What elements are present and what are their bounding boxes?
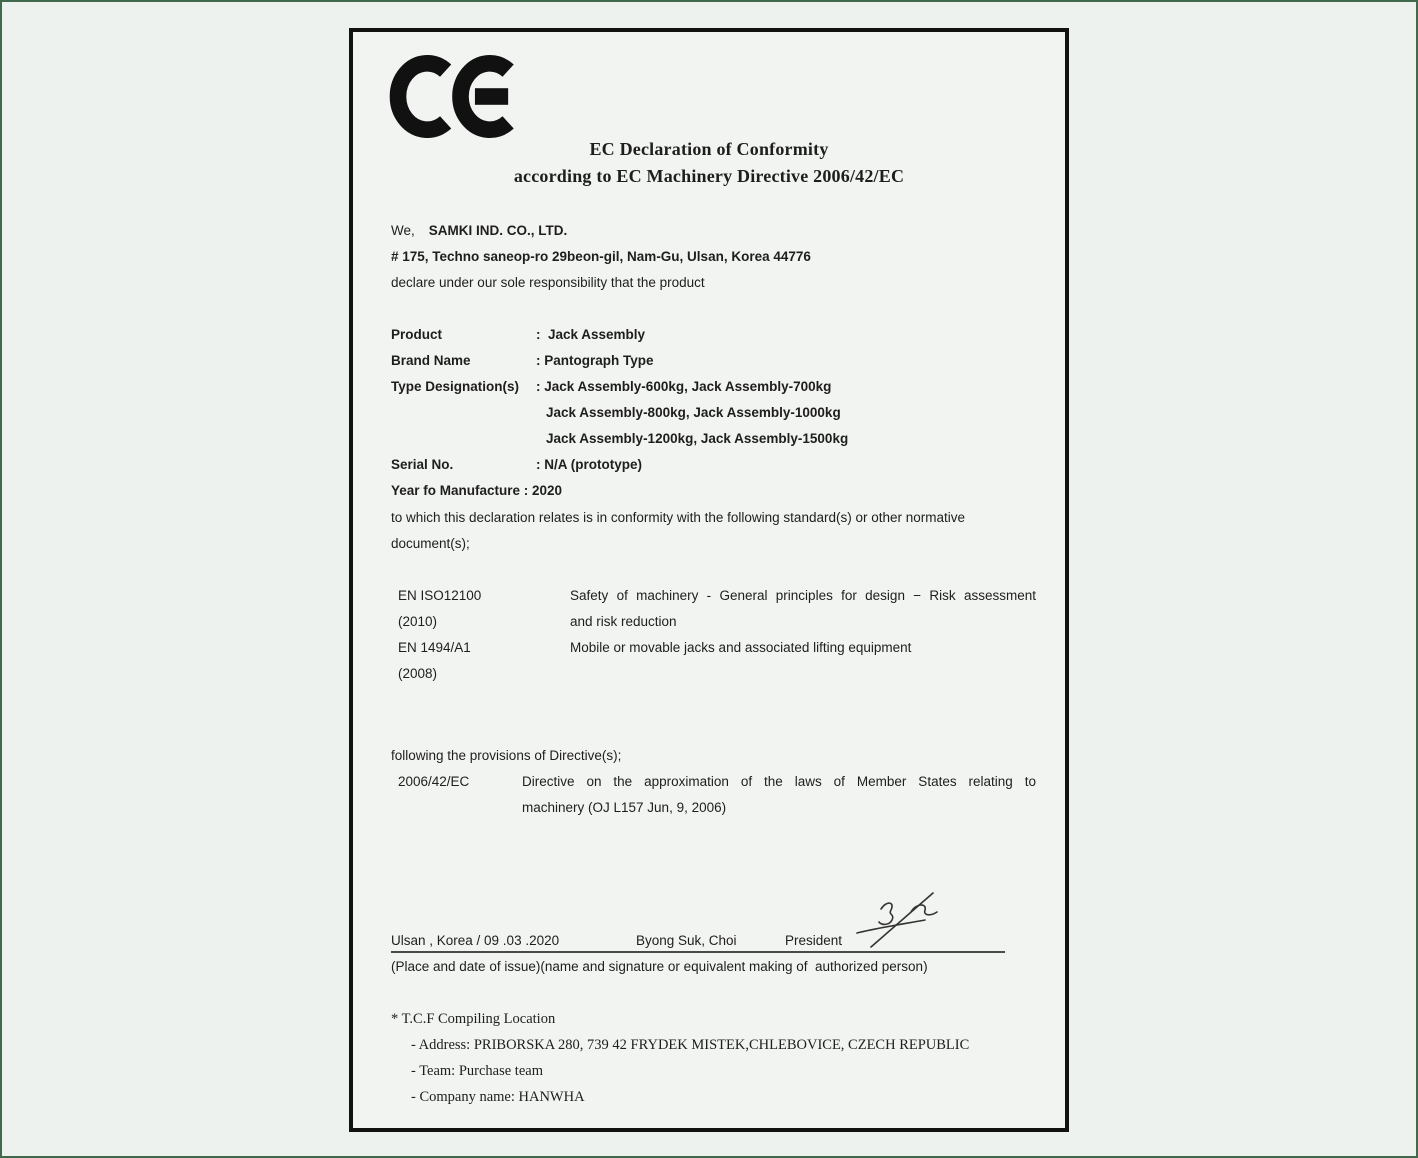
conformity-line-2: document(s); <box>391 536 470 551</box>
tcf-address: - Address: PRIBORSKA 280, 739 42 FRYDEK MISTEK,CHLEBOVICE, CZECH REPUBLIC <box>411 1037 970 1053</box>
field-year: Year fo Manufacture : 2020 <box>391 483 563 498</box>
issuer-line <box>391 218 811 244</box>
field-serial-value: : N/A (prototype) <box>536 457 642 472</box>
ce-letter-e-bar <box>475 88 508 105</box>
signatory-title: President <box>785 933 843 948</box>
conformity-line-1: to which this declaration relates is in conformity with the following standard(s) or other normative <box>391 510 966 525</box>
field-type <box>391 374 848 400</box>
directive-desc-1: Directive on the approximation of the laws of Member States relating to <box>522 774 1036 789</box>
field-type-continuation-2: Jack Assembly-1200kg, Jack Assembly-1500kg <box>546 431 849 446</box>
field-product-label: Product <box>391 327 443 342</box>
field-type-value: : Jack Assembly-600kg, Jack Assembly-700kg <box>536 379 832 394</box>
standard-2-year: (2008) <box>398 666 438 681</box>
ce-letter-c <box>398 63 446 129</box>
signatory-name: Byong Suk, Choi <box>636 933 737 948</box>
standard-2-desc-2 <box>570 661 1036 687</box>
standard-2-code: EN 1494/A1 <box>398 640 471 655</box>
signature-glyph-left <box>879 903 893 924</box>
tcf-company: - Company name: HANWHA <box>411 1089 585 1105</box>
issuer-block <box>391 218 811 296</box>
product-fields <box>391 322 848 504</box>
field-product-value: : Jack Assembly <box>536 327 646 342</box>
field-serial <box>391 452 848 478</box>
standards-list <box>398 583 1036 687</box>
directive-block <box>398 769 1036 821</box>
standard-2-desc-1: Mobile or movable jacks and associated lifting equipment <box>570 640 912 655</box>
tcf-heading: * T.C.F Compiling Location <box>391 1011 556 1027</box>
ce-mark-logo <box>389 54 514 139</box>
tcf-section <box>391 1006 969 1110</box>
standard-1-desc-1: Safety of machinery - General principles for design − Risk assessment <box>570 588 1036 603</box>
field-brand-value: : Pantograph Type <box>536 353 654 368</box>
signature-glyph-right <box>911 905 937 915</box>
field-brand <box>391 348 848 374</box>
field-type-label: Type Designation(s) <box>391 379 520 394</box>
standard-1-year: (2010) <box>398 614 438 629</box>
tcf-team: - Team: Purchase team <box>411 1063 543 1079</box>
standard-1-code: EN ISO12100 <box>398 588 482 603</box>
field-serial-label: Serial No. <box>391 457 454 472</box>
provisions-line: following the provisions of Directive(s); <box>391 748 622 763</box>
document-title <box>353 136 1065 190</box>
directive-code-spacer <box>398 795 522 821</box>
directive-code: 2006/42/EC <box>398 774 470 789</box>
field-type-continuation-1: Jack Assembly-800kg, Jack Assembly-1000kg <box>546 405 841 420</box>
place-and-date: Ulsan , Korea / 09 .03 .2020 <box>391 933 560 948</box>
we-prefix: We, <box>391 223 415 238</box>
directive-desc-2: machinery (OJ L157 Jun, 9, 2006) <box>522 800 727 815</box>
standard-1-desc-2: and risk reduction <box>570 614 677 629</box>
certificate-document <box>349 28 1069 1132</box>
field-product <box>391 322 848 348</box>
field-brand-label: Brand Name <box>391 353 471 368</box>
title-line-2: according to EC Machinery Directive 2006/42/EC <box>513 166 905 186</box>
signature-caption: (Place and date of issue)(name and signature or equivalent making of authorized person) <box>391 959 928 974</box>
conformity-statement <box>391 505 965 557</box>
declaration-statement: declare under our sole responsibility that the product <box>391 275 705 290</box>
title-line-1: EC Declaration of Conformity <box>589 139 829 159</box>
company-name: SAMKI IND. CO., LTD. <box>428 223 568 238</box>
company-address: # 175, Techno saneop-ro 29beon-gil, Nam-Gu, Ulsan, Korea 44776 <box>391 249 811 264</box>
signature-line <box>391 921 1005 953</box>
signature-scribble <box>849 887 945 953</box>
